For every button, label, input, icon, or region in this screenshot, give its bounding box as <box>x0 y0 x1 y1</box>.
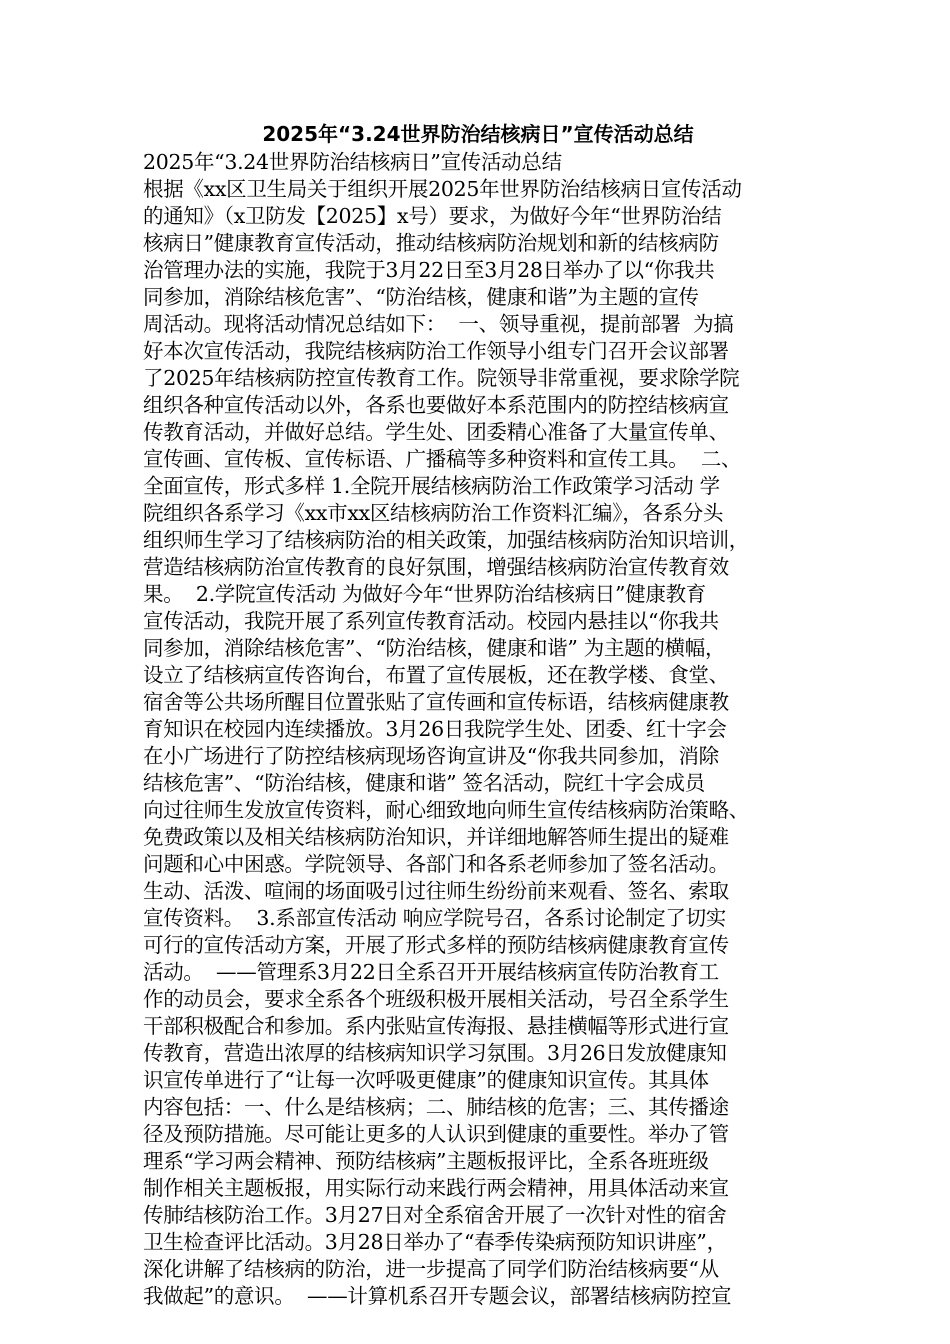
body-text-line: 全面宣传，形式多样 1.全院开展结核病防治工作政策学习活动 学 <box>143 474 720 498</box>
body-text-line: 组织各种宣传活动以外，各系也要做好本系范围内的防控结核病宣 <box>143 393 729 417</box>
document-title: 2025年“3.24世界防治结核病日”宣传活动总结 <box>262 122 694 146</box>
document-page <box>143 119 813 1310</box>
body-text-line: 组织师生学习了结核病防治的相关政策，加强结核病防治知识培训， <box>143 528 749 552</box>
body-text-line: 理系“学习两会精神、预防结核病”主题板报评比，全系各班班级 <box>143 1149 709 1173</box>
body-text-line: 内容包括：一、什么是结核病；二、肺结核的危害；三、其传播途 <box>143 1095 729 1119</box>
body-text-line: 同参加，消除结核危害”、“防治结核，健康和谐”为主题的宣传 <box>143 285 699 309</box>
body-text-line: 传教育活动，并做好总结。学生处、团委精心准备了大量宣传单、 <box>143 420 729 444</box>
body-text-line: 活动。 ——管理系3月22日全系召开开展结核病宣传防治教育工 <box>143 960 719 984</box>
document-body <box>143 149 813 1310</box>
body-text-line: 可行的宣传活动方案，开展了形式多样的预防结核病健康教育宣传 <box>143 933 729 957</box>
body-text-line: 深化讲解了结核病的防治，进一步提高了同学们防治结核病要“从 <box>143 1257 719 1281</box>
body-text-line: 根据《xx区卫生局关于组织开展2025年世界防治结核病日宣传活动 <box>143 177 742 201</box>
body-text-line: 宣传画、宣传板、宣传标语、广播稿等多种资料和宣传工具。 二、 <box>143 447 742 471</box>
body-text-line: 我做起”的意识。 ——计算机系召开专题会议，部署结核病防控宣 <box>143 1284 732 1308</box>
document-subtitle-line: 2025年“3.24世界防治结核病日”宣传活动总结 <box>143 150 562 174</box>
body-text-line: 果。 2.学院宣传活动 为做好今年“世界防治结核病日”健康教育 <box>143 582 706 606</box>
body-text-line: 周活动。现将活动情况总结如下： 一、领导重视，提前部署 为搞 <box>143 312 734 336</box>
body-text-line: 好本次宣传活动，我院结核病防治工作领导小组专门召开会议部署 <box>143 339 729 363</box>
body-text-line: 育知识在校园内连续播放。3月26日我院学生处、团委、红十字会 <box>143 717 727 741</box>
body-text-line: 宿舍等公共场所醒目位置张贴了宣传画和宣传标语，结核病健康教 <box>143 690 729 714</box>
body-text-line: 作的动员会，要求全系各个班级积极开展相关活动，号召全系学生 <box>143 987 729 1011</box>
body-text-line: 结核危害”、“防治结核，健康和谐” 签名活动，院红十字会成员 <box>143 771 705 795</box>
body-text-line: 设立了结核病宣传咨询台，布置了宣传展板，还在教学楼、食堂、 <box>143 663 729 687</box>
body-text-line: 宣传资料。 3.系部宣传活动 响应学院号召，各系讨论制定了切实 <box>143 906 727 930</box>
body-text-line: 了2025年结核病防控宣传教育工作。院领导非常重视，要求除学院 <box>143 366 740 390</box>
body-text-line: 治管理办法的实施，我院于3月22日至3月28日举办了以“你我共 <box>143 258 715 282</box>
body-text-line: 免费政策以及相关结核病防治知识，并详细地解答师生提出的疑难 <box>143 825 729 849</box>
body-text-line: 传肺结核防治工作。3月27日对全系宿舍开展了一次针对性的宿舍 <box>143 1203 727 1227</box>
body-text-line: 径及预防措施。尽可能让更多的人认识到健康的重要性。举办了管 <box>143 1122 729 1146</box>
body-text-line: 宣传活动，我院开展了系列宣传教育活动。校园内悬挂以“你我共 <box>143 609 719 633</box>
body-text-line: 核病日”健康教育宣传活动，推动结核病防治规划和新的结核病防 <box>143 231 719 255</box>
body-text-line: 在小广场进行了防控结核病现场咨询宣讲及“你我共同参加，消除 <box>143 744 719 768</box>
body-text-line: 生动、活泼、喧闹的场面吸引过往师生纷纷前来观看、签名、索取 <box>143 879 729 903</box>
body-text-line: 营造结核病防治宣传教育的良好氛围，增强结核病防治宣传教育效 <box>143 555 729 579</box>
body-text-line: 干部积极配合和参加。系内张贴宣传海报、悬挂横幅等形式进行宣 <box>143 1014 729 1038</box>
body-text-line: 传教育，营造出浓厚的结核病知识学习氛围。3月26日发放健康知 <box>143 1041 727 1065</box>
body-text-line: 制作相关主题板报，用实际行动来践行两会精神，用具体活动来宣 <box>143 1176 729 1200</box>
body-text-line: 识宣传单进行了“让每一次呼吸更健康”的健康知识宣传。其具体 <box>143 1068 709 1092</box>
body-text-line: 的通知》（x卫防发【2025】x号）要求，为做好今年“世界防治结 <box>143 204 722 228</box>
body-text-line: 卫生检查评比活动。3月28日举办了“春季传染病预防知识讲座”， <box>143 1230 727 1254</box>
body-text-line: 问题和心中困惑。学院领导、各部门和各系老师参加了签名活动。 <box>143 852 729 876</box>
body-text-line: 院组织各系学习《xx市xx区结核病防治工作资料汇编》，各系分头 <box>143 501 724 525</box>
body-text-line: 同参加，消除结核危害”、“防治结核，健康和谐” 为主题的横幅， <box>143 636 726 660</box>
body-text-line: 向过往师生发放宣传资料，耐心细致地向师生宣传结核病防治策略、 <box>143 798 749 822</box>
